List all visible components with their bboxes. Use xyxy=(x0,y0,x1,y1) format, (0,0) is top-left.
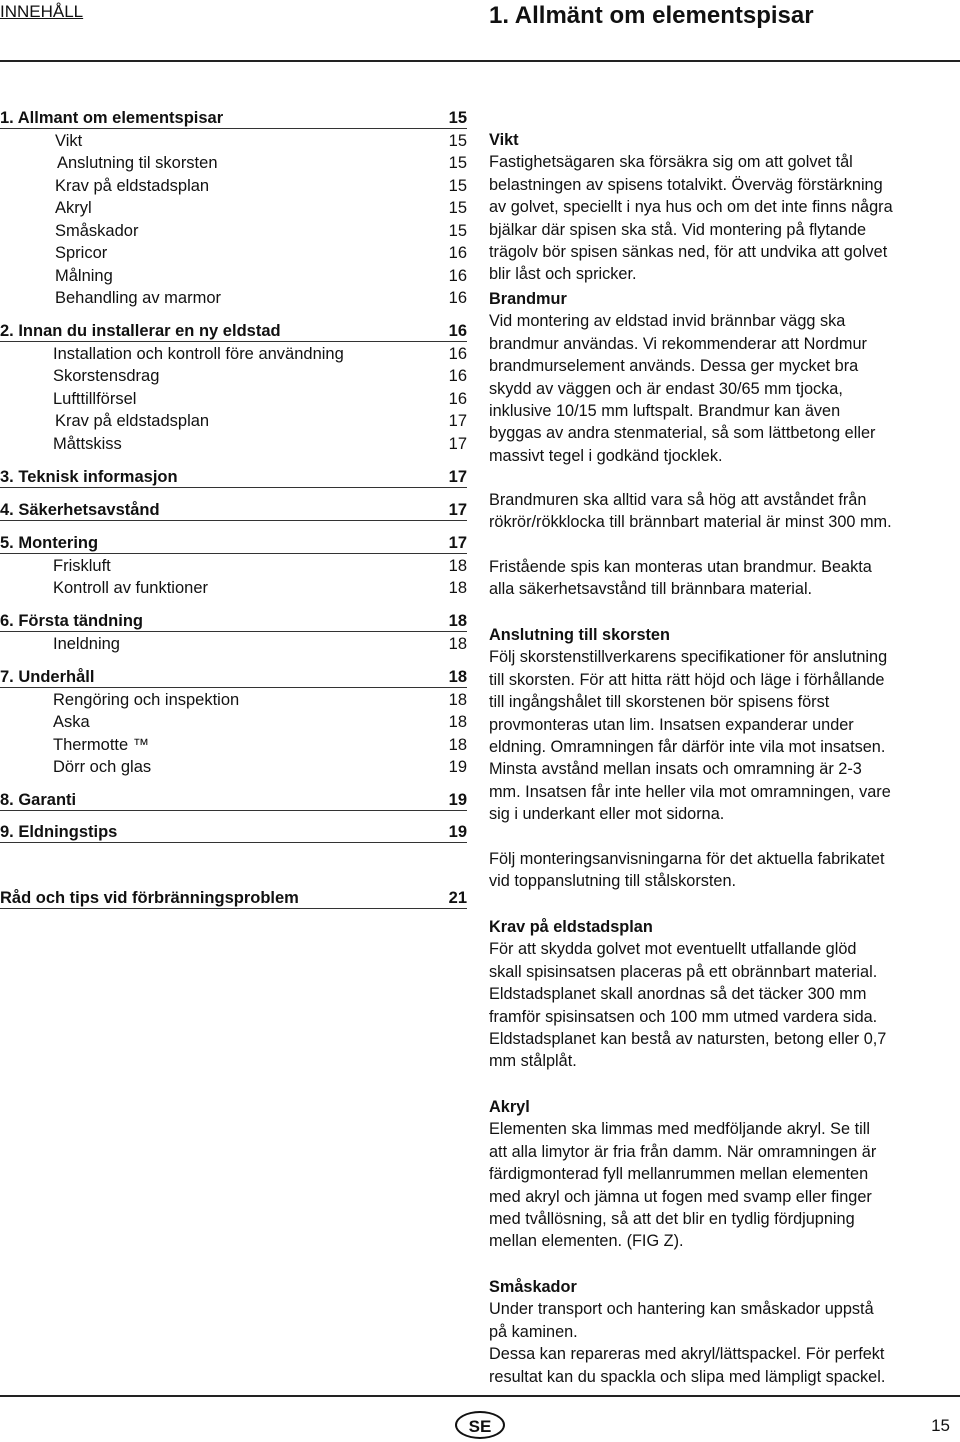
toc-section-entry xyxy=(0,822,467,843)
toc-entry-label: Råd och tips vid förbränningsproblem xyxy=(0,889,299,907)
toc-entry-label: Ineldning xyxy=(53,635,120,653)
toc-subsection-entry xyxy=(0,344,467,364)
text-line: till ingångshålet till skorstenen bör spisens först xyxy=(489,693,830,712)
toc-entry-label: 8. Garanti xyxy=(0,791,77,809)
toc-entry-label: Målning xyxy=(55,267,113,285)
toc-section-entry xyxy=(0,533,467,554)
text-line: Under transport och hantering kan småskador uppstå xyxy=(489,1300,874,1319)
text-line: mellan elementen. (FIG Z). xyxy=(489,1232,684,1251)
text-line: på kaminen. xyxy=(489,1322,578,1341)
toc-entry-label: 5. Montering xyxy=(0,534,99,552)
toc-entry-label: Krav på eldstadsplan xyxy=(55,177,210,195)
content-paragraph xyxy=(489,1276,953,1388)
toc-entry-label: 6. Första tändning xyxy=(0,612,144,630)
text-line: med akryl och jämna ut fogen med svamp eller finger xyxy=(489,1187,872,1206)
text-line: inklusive 10/15 mm luftspalt. Brandmur kan även xyxy=(489,402,841,421)
toc-entry-page: 15 xyxy=(448,222,467,240)
text-line: trägolv bör spisen sänkas ned, för att undvika att golvet xyxy=(489,243,888,262)
text-line: vid toppanslutning till stålskorsten. xyxy=(489,872,737,891)
toc-entry-page: 16 xyxy=(448,244,467,262)
toc-section-entry xyxy=(0,467,467,488)
toc-section-entry xyxy=(0,790,467,811)
page-number: 15 xyxy=(931,1416,950,1435)
section-heading: Vikt xyxy=(489,131,519,149)
toc-section-entry xyxy=(0,108,467,129)
toc-entry-page: 19 xyxy=(448,823,467,841)
toc-entry-page: 19 xyxy=(448,758,467,776)
toc-entry-page: 15 xyxy=(448,199,467,217)
text-line: eldning. Omramningen får därför inte vila mot insatsen. xyxy=(489,738,886,757)
toc-entry-label: Måttskiss xyxy=(53,435,122,453)
toc-entry-label: Kontroll av funktioner xyxy=(53,579,209,597)
header-divider xyxy=(0,60,960,62)
text-line: av golvet, speciellt i nya hus och om det inte finns några xyxy=(489,198,893,217)
toc-entry-page: 18 xyxy=(448,713,467,731)
toc-entry-label: Behandling av marmor xyxy=(55,289,221,307)
toc-entry-page: 16 xyxy=(448,267,467,285)
text-line: resultat kan du spackla och slipa med lämpligt spackel. xyxy=(489,1367,886,1386)
toc-subsection-entry xyxy=(0,578,467,598)
content-paragraph xyxy=(489,129,953,286)
content-paragraph xyxy=(489,916,953,1073)
section-heading: Brandmur xyxy=(489,290,567,308)
toc-entry-page: 16 xyxy=(448,322,467,340)
toc-entry-page: 21 xyxy=(448,889,467,907)
toc-subsection-entry xyxy=(0,176,467,196)
text-line: Fristående spis kan monteras utan brandmur. Beakta xyxy=(489,558,872,576)
toc-subsection-entry xyxy=(0,434,467,454)
text-line: färdigmonterad fyll mellanrummen mellan elementen xyxy=(489,1165,869,1184)
toc-entry-label: Anslutning til skorsten xyxy=(57,154,218,172)
toc-entry-page: 17 xyxy=(448,501,467,519)
toc-entry-label: 1. Allmant om elementspisar xyxy=(0,109,224,127)
toc-subsection-entry xyxy=(0,389,467,409)
toc-entry-page: 15 xyxy=(448,177,467,195)
toc-subsection-entry xyxy=(0,288,467,308)
toc-subsection-entry xyxy=(0,757,467,777)
toc-subsection-entry xyxy=(0,198,467,218)
content-paragraph xyxy=(489,288,953,467)
text-line: Eldstadsplanet kan bestå av natursten, betong eller 0,7 xyxy=(489,1030,887,1049)
text-line: byggas av andra stenmaterial, så som lättbetong eller xyxy=(489,424,876,443)
text-line: Brandmuren ska alltid vara så hög att avståndet från xyxy=(489,491,867,509)
toc-section-entry xyxy=(0,667,467,688)
text-line: brandmur användas. Vi rekommenderar att Nordmur xyxy=(489,334,867,353)
toc-entry-label: Thermotte ™ xyxy=(53,736,150,754)
toc-entry-label: Spricor xyxy=(55,244,108,262)
text-line: Följ monteringsanvisningarna för det aktuella fabrikatet xyxy=(489,850,885,868)
section-heading: Krav på eldstadsplan xyxy=(489,918,653,936)
text-line: blir låst och spricker. xyxy=(489,265,637,284)
toc-subsection-entry xyxy=(0,266,467,286)
toc-subsection-entry xyxy=(0,221,467,241)
text-line: massivt tegel i godkänd tjocklek. xyxy=(489,446,723,465)
text-line: Dessa kan repareras med akryl/lättspackel. För perfekt xyxy=(489,1345,885,1364)
toc-entry-page: 17 xyxy=(448,435,467,453)
toc-entry-page: 16 xyxy=(448,390,467,408)
toc-entry-page: 18 xyxy=(448,557,467,575)
text-line: provmonteras utan lim. Insatsen expanderar under xyxy=(489,715,854,734)
toc-entry-label: Småskador xyxy=(55,222,139,240)
text-line: mm. Insatsen får inte heller vila mot omramningen, vare xyxy=(489,782,891,801)
toc-section-entry xyxy=(0,500,467,521)
toc-subsection-entry xyxy=(0,735,467,755)
toc-section-entry xyxy=(0,611,467,632)
toc-subsection-entry xyxy=(0,153,467,173)
text-line: mm stålplåt. xyxy=(489,1052,577,1071)
section-heading: Akryl xyxy=(489,1098,530,1116)
toc-entry-label: Krav på eldstadsplan xyxy=(55,412,210,430)
toc-section-entry xyxy=(0,888,467,909)
content-paragraph xyxy=(489,1096,953,1253)
toc-entry-page: 16 xyxy=(448,289,467,307)
toc-subsection-entry xyxy=(0,131,467,151)
text-line: brandmurselement används. Dessa ger mycket bra xyxy=(489,357,859,376)
content-paragraph xyxy=(489,556,953,601)
text-line: Minsta avstånd mellan insats och omramning är 2-3 xyxy=(489,760,862,779)
toc-subsection-entry xyxy=(0,690,467,710)
text-line: Vid montering av eldstad invid brännbar vägg ska xyxy=(489,312,846,331)
toc-subsection-entry xyxy=(0,634,467,654)
footer-divider xyxy=(0,1395,960,1397)
toc-entry-label: 9. Eldningstips xyxy=(0,823,118,841)
text-line: Fastighetsägaren ska försäkra sig om att golvet tål xyxy=(489,153,853,172)
content-paragraph xyxy=(489,848,953,893)
toc-heading: INNEHÅLL xyxy=(0,2,84,21)
toc-section-entry xyxy=(0,321,467,342)
text-line: bjälkar där spisen ska stå. Vid montering på flytande xyxy=(489,220,867,239)
text-line: alla säkerhetsavstånd till brännbara material. xyxy=(489,580,813,599)
toc-entry-page: 15 xyxy=(448,132,467,150)
toc-entry-page: 17 xyxy=(448,468,467,486)
toc-entry-page: 17 xyxy=(448,534,467,552)
text-line: med tvållösning, så att det blir en tydlig fördjupning xyxy=(489,1210,855,1229)
toc-entry-label: Lufttillförsel xyxy=(53,390,137,408)
text-line: till skorsten. För att hitta rätt höjd och läge i förhållande xyxy=(489,670,885,689)
toc-entry-label: Skorstensdrag xyxy=(53,367,160,385)
toc-entry-label: Dörr och glas xyxy=(53,758,152,776)
text-line: skydd av väggen och är endast 30/65 mm tjocka, xyxy=(489,379,843,398)
toc-entry-label: 3. Teknisk informasjon xyxy=(0,468,178,486)
toc-entry-page: 16 xyxy=(448,345,467,363)
toc-entry-page: 16 xyxy=(448,367,467,385)
page-title: 1. Allmänt om elementspisar xyxy=(489,2,814,29)
text-line: att alla limytor är fria från damm. När omramningen är xyxy=(489,1142,877,1161)
content-paragraph xyxy=(489,624,953,826)
text-line: sig i underkant eller mot sidorna. xyxy=(489,805,725,824)
text-line: rökrör/rökklocka till brännbart material är minst 300 mm. xyxy=(489,513,892,532)
text-line: Elementen ska limmas med medföljande akryl. Se till xyxy=(489,1120,870,1139)
content-paragraph xyxy=(489,489,953,534)
toc-entry-label: Vikt xyxy=(55,132,83,150)
toc-entry-page: 18 xyxy=(448,668,467,686)
text-line: belastningen av spisens totalvikt. Överväg förstärkning xyxy=(489,175,883,194)
text-line: skall spisinsatsen placeras på ett obrännbart material. xyxy=(489,962,878,981)
toc-entry-label: Rengöring och inspektion xyxy=(53,691,240,709)
text-line: Följ skorstenstillverkarens specifikationer för anslutning xyxy=(489,648,888,667)
toc-entry-page: 18 xyxy=(448,635,467,653)
toc-entry-label: 4. Säkerhetsavstånd xyxy=(0,501,160,519)
section-heading: Anslutning till skorsten xyxy=(489,626,670,644)
toc-entry-label: Aska xyxy=(53,713,90,731)
text-line: För att skydda golvet mot eventuellt utfallande glöd xyxy=(489,940,857,959)
toc-entry-label: Akryl xyxy=(55,199,92,217)
toc-entry-page: 19 xyxy=(448,791,467,809)
toc-entry-page: 18 xyxy=(448,579,467,597)
language-badge: SE xyxy=(455,1411,505,1439)
toc-subsection-entry xyxy=(0,243,467,263)
toc-subsection-entry xyxy=(0,712,467,732)
toc-entry-label: Installation och kontroll före användning xyxy=(53,345,344,363)
toc-subsection-entry xyxy=(0,411,467,431)
toc-subsection-entry xyxy=(0,556,467,576)
toc-entry-page: 18 xyxy=(448,612,467,630)
toc-entry-page: 15 xyxy=(448,154,467,172)
toc-entry-page: 15 xyxy=(448,109,467,127)
toc-entry-label: 7. Underhåll xyxy=(0,668,95,686)
section-heading: Småskador xyxy=(489,1278,577,1296)
toc-entry-page: 17 xyxy=(448,412,467,430)
toc-entry-label: 2. Innan du installerar en ny eldstad xyxy=(0,322,281,340)
toc-entry-page: 18 xyxy=(448,736,467,754)
text-line: Eldstadsplanet skall anordnas så det täcker 300 mm xyxy=(489,985,867,1004)
toc-subsection-entry xyxy=(0,366,467,386)
toc-entry-page: 18 xyxy=(448,691,467,709)
text-line: framför spisinsatsen och 100 mm utmed vardera sida. xyxy=(489,1007,878,1026)
toc-entry-label: Friskluft xyxy=(53,557,111,575)
